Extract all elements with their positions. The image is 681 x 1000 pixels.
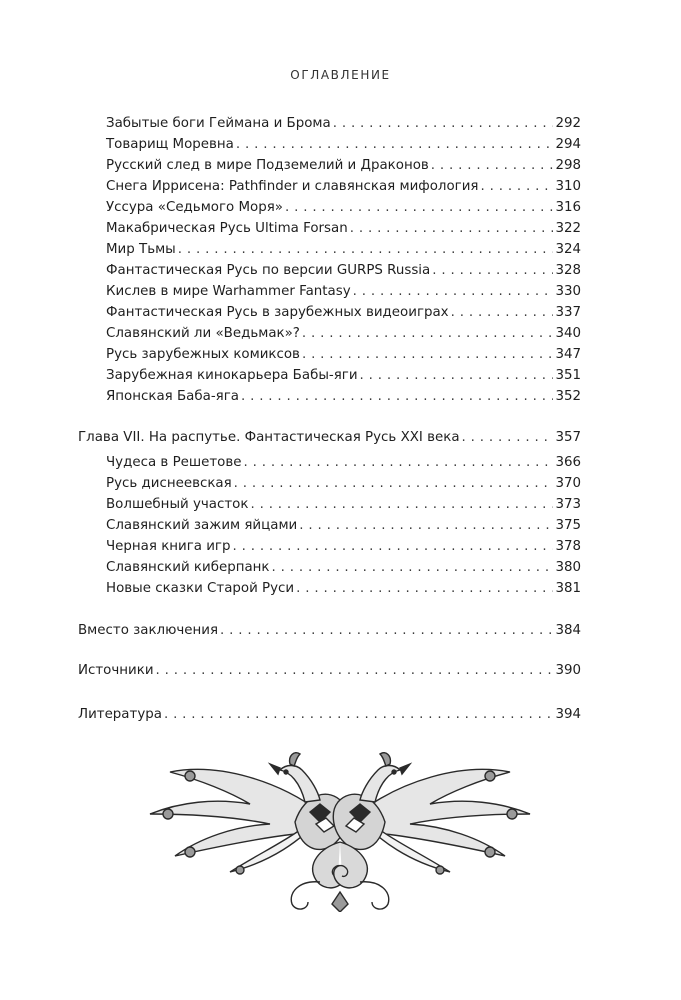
- toc-entry-title: Черная книга игр: [106, 539, 231, 554]
- toc-entry-page: 310: [555, 179, 581, 194]
- dot-leader: [272, 559, 554, 577]
- toc-entry-title: Славянский ли «Ведьмак»?: [106, 326, 300, 341]
- toc-entry-title: Волшебный участок: [106, 497, 249, 512]
- toc-entry-title: Уссура «Седьмого Моря»: [106, 200, 283, 215]
- scroll-ornament: [291, 842, 389, 912]
- toc-entry-page: 366: [555, 455, 581, 470]
- toc-entry[interactable]: [106, 496, 581, 514]
- toc-entry[interactable]: [106, 388, 581, 406]
- dot-leader: [164, 706, 553, 724]
- toc-entry-title: Снега Иррисена: Pathfinder и славянская мифология: [106, 179, 479, 194]
- toc-entry-title: Кислев в мире Warhammer Fantasy: [106, 284, 351, 299]
- toc-entry-page: 390: [555, 663, 581, 678]
- toc-entry-page: 352: [555, 389, 581, 404]
- toc-entry[interactable]: [106, 220, 581, 238]
- dot-leader: [353, 283, 554, 301]
- dot-leader: [350, 220, 554, 238]
- toc-entry-title: Славянский зажим яйцами: [106, 518, 298, 533]
- toc-entry[interactable]: [106, 346, 581, 364]
- toc-entry-title: Фантастическая Русь в зарубежных видеоиграх: [106, 305, 449, 320]
- dot-leader: [156, 662, 554, 680]
- toc-entry-title: Литература: [78, 707, 162, 722]
- toc-entry-page: 294: [555, 137, 581, 152]
- toc-entry-title: Источники: [78, 663, 154, 678]
- dot-leader: [302, 325, 554, 343]
- dot-leader: [333, 115, 554, 133]
- toc-entry-page: 337: [555, 305, 581, 320]
- dot-leader: [462, 429, 554, 447]
- dot-leader: [432, 262, 553, 280]
- toc-entry-page: 375: [555, 518, 581, 533]
- toc-entry-title: Славянский киберпанк: [106, 560, 270, 575]
- dot-leader: [232, 538, 553, 556]
- dot-leader: [236, 136, 554, 154]
- toc-entry-page: 380: [555, 560, 581, 575]
- toc-entry[interactable]: [106, 367, 581, 385]
- toc-entry[interactable]: [106, 304, 581, 322]
- toc-entry-page: 357: [555, 430, 581, 445]
- dot-leader: [244, 454, 554, 472]
- toc-entry[interactable]: [106, 475, 581, 493]
- toc-entry-page: 298: [555, 158, 581, 173]
- toc-entry-title: Фантастическая Русь по версии GURPS Russia: [106, 263, 431, 278]
- dot-leader: [220, 622, 553, 640]
- toc-chapter-entry[interactable]: [78, 706, 581, 724]
- toc-entry-page: 347: [555, 347, 581, 362]
- dot-leader: [451, 304, 554, 322]
- toc-entry-page: 378: [555, 539, 581, 554]
- toc-entry-title: Русь диснеевская: [106, 476, 232, 491]
- toc-entry-title: Товарищ Моревна: [106, 137, 234, 152]
- toc-entry-page: 328: [555, 263, 581, 278]
- toc-entry-title: Забытые боги Геймана и Брома: [106, 116, 331, 131]
- dot-leader: [241, 388, 553, 406]
- toc-chapter-entry[interactable]: [78, 662, 581, 680]
- toc-entry-page: 394: [555, 707, 581, 722]
- toc-entry-page: 373: [555, 497, 581, 512]
- toc-entry[interactable]: [106, 580, 581, 598]
- toc-entry-page: 340: [555, 326, 581, 341]
- toc-entry-page: 324: [555, 242, 581, 257]
- toc-entry-title: Новые сказки Старой Руси: [106, 581, 295, 596]
- dot-leader: [178, 241, 554, 259]
- toc-entry[interactable]: [106, 241, 581, 259]
- toc-entry-page: 322: [555, 221, 581, 236]
- dot-leader: [302, 346, 553, 364]
- toc-entry[interactable]: [106, 262, 581, 280]
- toc-entry[interactable]: [106, 178, 581, 196]
- toc-entry[interactable]: [106, 283, 581, 301]
- toc-entry-title: Чудеса в Решетове: [106, 455, 242, 470]
- toc-entry-title: Мир Тьмы: [106, 242, 176, 257]
- toc-entry-title: Зарубежная кинокарьера Бабы-яги: [106, 368, 358, 383]
- toc-entry[interactable]: [106, 517, 581, 535]
- toc-entry-page: 381: [555, 581, 581, 596]
- toc-entry[interactable]: [106, 454, 581, 472]
- toc-entry-title: Глава VII. На распутье. Фантастическая Русь XXI века: [78, 430, 460, 445]
- toc-chapter-entry[interactable]: [78, 622, 581, 640]
- toc-entry-page: 292: [555, 116, 581, 131]
- toc-entry[interactable]: [106, 115, 581, 133]
- toc-entry[interactable]: [106, 199, 581, 217]
- toc-entry-title: Русь зарубежных комиксов: [106, 347, 300, 362]
- dot-leader: [296, 580, 553, 598]
- dot-leader: [480, 178, 553, 196]
- toc-entry-page: 316: [555, 200, 581, 215]
- dot-leader: [285, 199, 553, 217]
- dot-leader: [360, 367, 554, 385]
- dot-leader: [234, 475, 554, 493]
- toc-entry-title: Макабрическая Русь Ultima Forsan: [106, 221, 348, 236]
- dot-leader: [299, 517, 553, 535]
- toc-entry-title: Русский след в мире Подземелий и Драконов: [106, 158, 429, 173]
- dot-leader: [250, 496, 553, 514]
- toc-entry-page: 370: [555, 476, 581, 491]
- toc-entry[interactable]: [106, 538, 581, 556]
- running-head: ОГЛАВЛЕНИЕ: [290, 68, 391, 82]
- toc-entry[interactable]: [106, 136, 581, 154]
- dot-leader: [431, 157, 554, 175]
- toc-entry[interactable]: [106, 559, 581, 577]
- toc-entry-title: Японская Баба-яга: [106, 389, 239, 404]
- toc-entry[interactable]: [106, 157, 581, 175]
- toc-entry-page: 384: [555, 623, 581, 638]
- toc-entry-page: 351: [555, 368, 581, 383]
- toc-entry-title: Вместо заключения: [78, 623, 219, 638]
- toc-chapter-entry[interactable]: [78, 429, 581, 447]
- toc-entry-page: 330: [555, 284, 581, 299]
- firebird-ornament-icon: [120, 752, 560, 912]
- toc-entry[interactable]: [106, 325, 581, 343]
